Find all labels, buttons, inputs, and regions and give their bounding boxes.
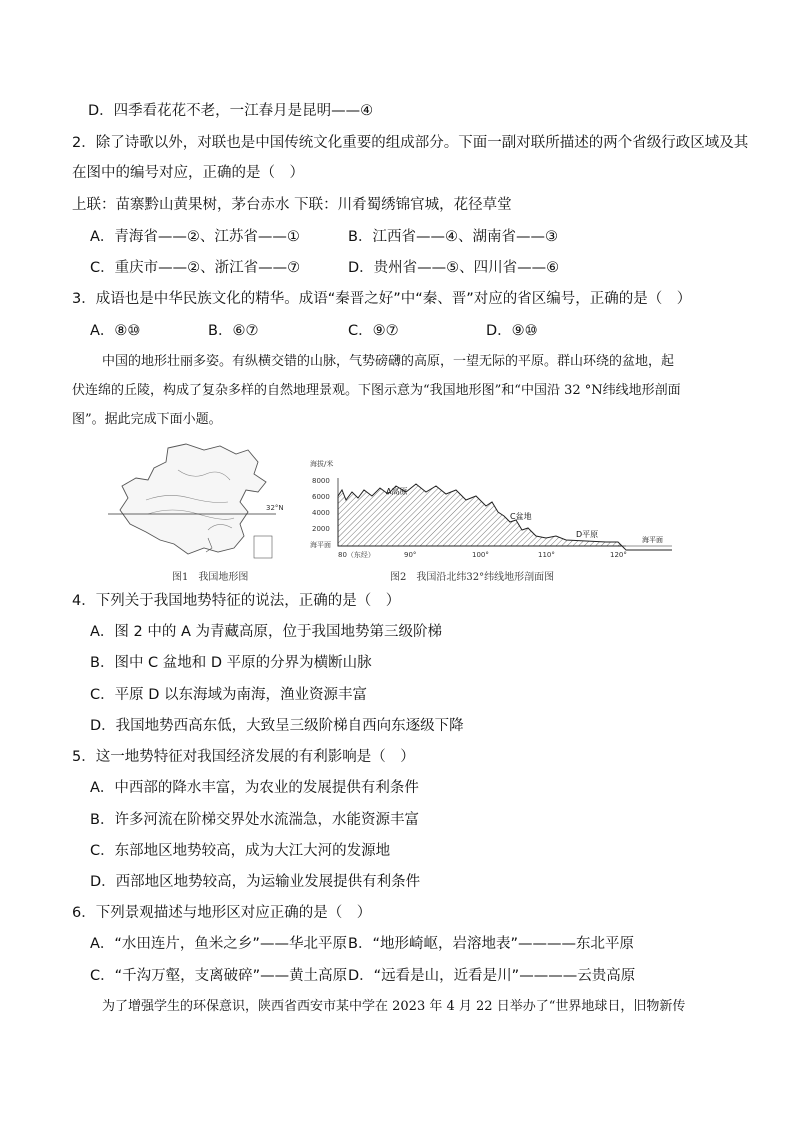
q3-option-c[interactable]: C．⑨⑦ <box>348 323 399 339</box>
q6-option-b[interactable]: B．“地形崎岖，岩溶地表”————东北平原 <box>348 936 634 952</box>
q6-option-a[interactable]: A．“水田连片，鱼米之乡”——华北平原 <box>90 936 347 952</box>
lat-label: 32°N <box>266 504 284 512</box>
q2-option-d[interactable]: D．贵州省——⑤、四川省——⑥ <box>348 260 560 276</box>
q3-option-d[interactable]: D．⑨⑩ <box>486 323 538 339</box>
q2-stem-line2: 在图中的编号对应，正确的是（ ） <box>72 165 304 181</box>
y-tick-4000: 4000 <box>312 509 330 517</box>
q4-option-b[interactable]: B．图中 C 盆地和 D 平原的分界为横断山脉 <box>90 655 372 671</box>
figure-1-caption: 图1 我国地形图 <box>172 572 249 583</box>
q2-option-a[interactable]: A．青海省——②、江苏省——① <box>90 229 300 245</box>
x-tick-100: 100° <box>472 551 489 559</box>
q2-couplet: 上联：苗寨黔山黄果树，茅台赤水 下联：川肴蜀绣锦官城，花径草堂 <box>72 197 512 213</box>
intro-line1: 中国的地形壮丽多姿。有纵横交错的山脉，气势磅礴的高原，一望无际的平原。群山环绕的盆地，起 <box>102 354 675 369</box>
q4-option-d[interactable]: D．我国地势西高东低，大致呈三级阶梯自西向东逐级下降 <box>90 718 464 734</box>
label-d-plain: D平原 <box>576 530 599 539</box>
y-tick-8000: 8000 <box>312 477 330 485</box>
intro-line2: 伏连绵的丘陵，构成了复杂多样的自然地理景观。下图示意为“我国地形图”和“中国沿 32 °N纬线地形剖面 <box>72 383 681 398</box>
q5-option-a[interactable]: A．中西部的降水丰富，为农业的发展提供有利条件 <box>90 780 419 796</box>
q4-option-a[interactable]: A．图 2 中的 A 为青藏高原，位于我国地势第三级阶梯 <box>90 624 442 640</box>
q1-option-d: D．四季看花花不老，一江春月是昆明——④ <box>88 103 374 119</box>
x-tick-120: 120° <box>610 551 627 559</box>
q6-stem: 6．下列景观描述与地形区对应正确的是（ ） <box>72 905 372 921</box>
q5-option-d[interactable]: D．西部地区地势较高，为运输业发展提供有利条件 <box>90 874 421 890</box>
y-axis-label: 海拔/米 <box>310 460 334 468</box>
label-a-plateau: A高原 <box>386 487 408 496</box>
china-map-icon <box>108 440 298 566</box>
sea-label: 海平面 <box>642 536 663 544</box>
label-c-basin: C盆地 <box>510 512 532 521</box>
figure-2-profile <box>306 456 676 568</box>
y-tick-6000: 6000 <box>312 493 330 501</box>
x-tick-80: 80（东经） <box>338 551 375 559</box>
intro-line3: 图”。据此完成下面小题。 <box>72 412 222 427</box>
q5-option-b[interactable]: B．许多河流在阶梯交界处水流湍急，水能资源丰富 <box>90 812 419 828</box>
x-tick-110: 110° <box>538 551 555 559</box>
q5-option-c[interactable]: C．东部地区地势较高，成为大江大河的发源地 <box>90 843 391 859</box>
q6-option-d[interactable]: D．“远看是山，近看是川”————云贵高原 <box>348 968 636 984</box>
q2-stem-line1: 2．除了诗歌以外，对联也是中国传统文化重要的组成部分。下面一副对联所描述的两个省级行政区域及其 <box>72 135 749 151</box>
q3-stem: 3．成语也是中华民族文化的精华。成语“秦晋之好”中“秦、晋”对应的省区编号，正确的是（ ） <box>72 291 692 307</box>
q6-option-c[interactable]: C．“千沟万壑，支离破碎”——黄土高原 <box>90 968 348 984</box>
next-passage-line: 为了增强学生的环保意识，陕西省西安市某中学在 2023 年 4 月 22 日举办了“世界地球日，旧物新传 <box>102 999 686 1014</box>
q3-option-a[interactable]: A．⑧⑩ <box>90 323 141 339</box>
q5-stem: 5．这一地势特征对我国经济发展的有利影响是（ ） <box>72 749 415 765</box>
y-tick-2000: 2000 <box>312 525 330 533</box>
y-tick-sea-level: 海平面 <box>310 541 331 549</box>
q4-option-c[interactable]: C．平原 D 以东海域为南海，渔业资源丰富 <box>90 687 368 703</box>
q4-stem: 4．下列关于我国地势特征的说法，正确的是（ ） <box>72 593 401 609</box>
q2-option-c[interactable]: C．重庆市——②、浙江省——⑦ <box>90 260 301 276</box>
q2-option-b[interactable]: B．江西省——④、湖南省——③ <box>348 229 558 245</box>
figure-2-caption: 图2 我国沿北纬32°纬线地形剖面图 <box>390 572 555 583</box>
figure-1-china-map <box>108 440 298 566</box>
q3-option-b[interactable]: B．⑥⑦ <box>208 323 259 339</box>
x-tick-90: 90° <box>404 551 417 559</box>
